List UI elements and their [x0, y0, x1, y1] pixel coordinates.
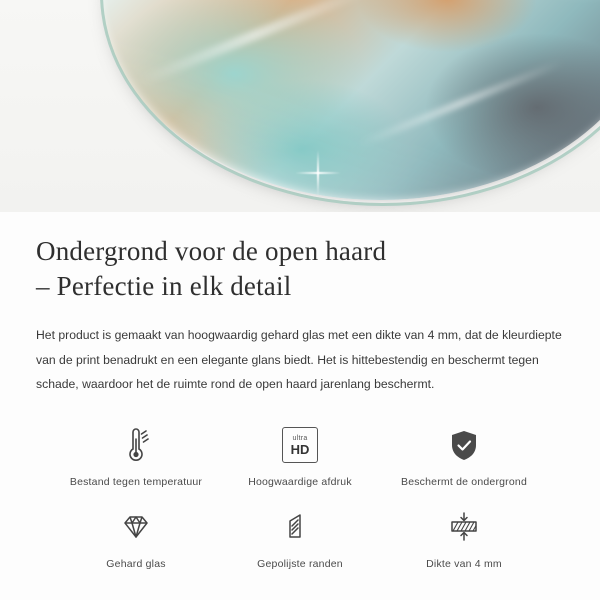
feature-label: Dikte van 4 mm	[426, 558, 502, 571]
feature-label: Gepolijste randen	[257, 558, 343, 571]
description-paragraph: Het product is gemaakt van hoogwaardig gehard glas met een dikte van 4 mm, dat de kleurdiepte van de print benadrukt en een elegante glans biedt. Het is hittebestendig en beschermt tegen schade, waardoor het de ruimte rond de open haard jarenlang beschermt.	[36, 328, 562, 391]
feature-label: Gehard glas	[106, 558, 166, 571]
artwork-gloss-overlay	[100, 0, 600, 200]
ultra-hd-badge-top: ultra	[292, 434, 308, 442]
feature-item-temperature	[54, 422, 218, 488]
headline-line-2: – Perfectie in elk detail	[36, 270, 292, 301]
feature-item-print-quality	[218, 422, 382, 488]
feature-item-surface-protection	[382, 422, 546, 488]
content-section	[0, 212, 600, 570]
headline-line-1: Ondergrond voor de open haard	[36, 236, 387, 266]
hero-image	[0, 0, 600, 212]
feature-label: Hoogwaardige afdruk	[248, 476, 352, 489]
polished-edges-icon	[278, 504, 322, 550]
ultra-hd-badge-bottom: HD	[290, 441, 310, 457]
feature-item-tempered-glass	[54, 504, 218, 570]
feature-item-thickness	[382, 504, 546, 570]
round-glass-panel	[100, 0, 600, 200]
feature-item-polished-edges	[218, 504, 382, 570]
thermometer-icon	[114, 422, 158, 468]
feature-label: Bestand tegen temperatuur	[69, 476, 203, 489]
shield-check-icon	[442, 422, 486, 468]
feature-label: Beschermt de ondergrond	[400, 476, 527, 489]
diamond-icon	[114, 504, 158, 550]
page-title	[36, 234, 564, 303]
ultra-hd-icon	[282, 422, 318, 468]
thickness-arrows-icon	[442, 504, 486, 550]
feature-list	[36, 422, 564, 570]
